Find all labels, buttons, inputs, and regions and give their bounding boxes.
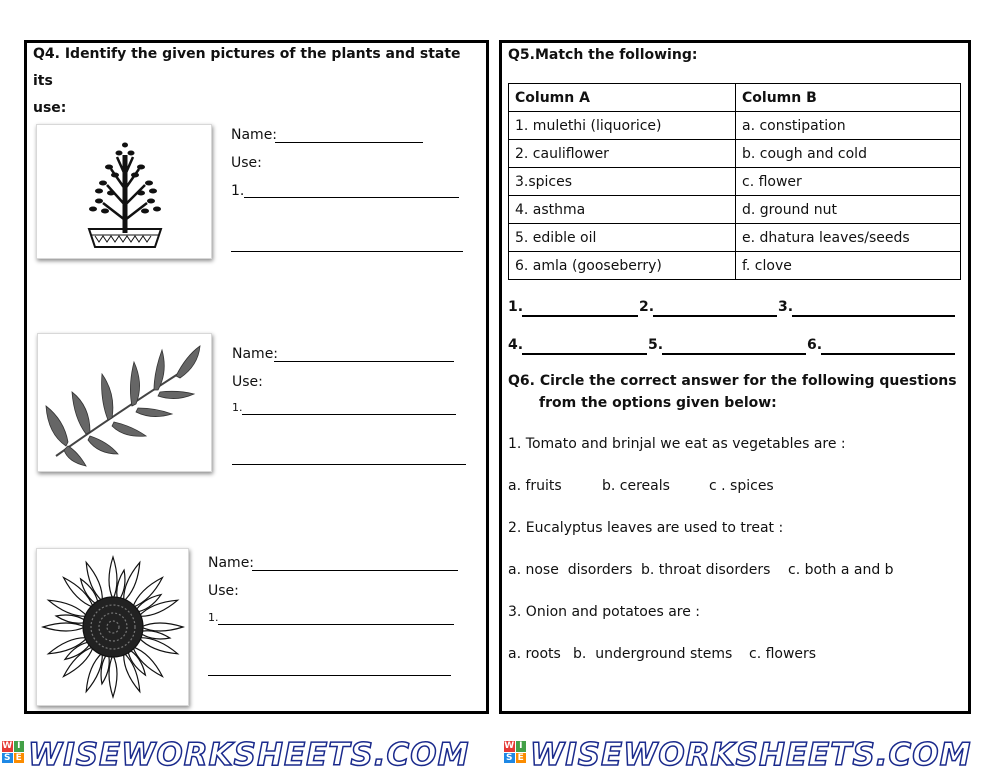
- answer-blank-3[interactable]: [792, 315, 955, 317]
- answer-label-4: 4.: [508, 337, 524, 353]
- question-2: 2. Eucalyptus leaves are used to treat :: [508, 520, 784, 536]
- wiseworksheets-logo-icon: W I S E: [2, 741, 24, 763]
- item2-name-blank[interactable]: [274, 361, 454, 362]
- q5-title: Q5.Match the following:: [508, 47, 698, 63]
- column-a-cell: 4. asthma: [509, 196, 736, 224]
- column-b-cell: b. cough and cold: [736, 140, 961, 168]
- column-b-cell: f. clove: [736, 252, 961, 280]
- item3-name-blank[interactable]: [252, 570, 458, 571]
- q4-title-line2: use:: [33, 100, 67, 116]
- item3-name-label: Name:: [208, 555, 255, 571]
- sunflower-icon: [37, 549, 188, 705]
- table-row: [509, 196, 961, 224]
- item3-use-blank-1[interactable]: [218, 624, 454, 625]
- answer-blank-2[interactable]: [653, 315, 777, 317]
- item3-num-label: 1.: [208, 611, 219, 624]
- answer-label-6: 6.: [807, 337, 823, 353]
- table-row: [509, 168, 961, 196]
- item1-use-blank-2[interactable]: [231, 251, 463, 252]
- table-row: [509, 140, 961, 168]
- item2-name-label: Name:: [232, 346, 279, 362]
- item1-use-blank-1[interactable]: [244, 197, 459, 198]
- question-3: 3. Onion and potatoes are :: [508, 604, 701, 620]
- option-2c[interactable]: c. both a and b: [788, 562, 894, 578]
- question-1: 1. Tomato and brinjal we eat as vegetables are :: [508, 436, 846, 452]
- column-b-cell: d. ground nut: [736, 196, 961, 224]
- answer-blank-1[interactable]: [522, 315, 638, 317]
- answer-label-3: 3.: [778, 299, 794, 315]
- wiseworksheets-logo-icon: W I S E: [504, 741, 526, 763]
- item1-num-label: 1.: [231, 183, 245, 199]
- table-row: [509, 112, 961, 140]
- column-a-cell: 2. cauliflower: [509, 140, 736, 168]
- column-b-cell: a. constipation: [736, 112, 961, 140]
- q6-title-line1: Q6. Circle the correct answer for the following questions: [508, 373, 957, 389]
- footer-watermark: [0, 733, 1000, 772]
- item3-use-label: Use:: [208, 583, 239, 599]
- table-row: [509, 224, 961, 252]
- option-3c[interactable]: c. flowers: [749, 646, 817, 662]
- item1-use-label: Use:: [231, 155, 262, 171]
- answer-label-2: 2.: [639, 299, 655, 315]
- match-table: [508, 83, 961, 280]
- column-a-cell: 5. edible oil: [509, 224, 736, 252]
- item3-use-blank-2[interactable]: [208, 675, 451, 676]
- neem-leaf-image: [37, 333, 212, 472]
- option-1c[interactable]: c . spices: [709, 478, 774, 494]
- answer-label-5: 5.: [648, 337, 664, 353]
- table-row: [509, 252, 961, 280]
- option-2a[interactable]: a. nose disorders: [508, 562, 633, 578]
- sunflower-image: [36, 548, 189, 706]
- item1-name-label: Name:: [231, 127, 278, 143]
- answer-blank-4[interactable]: [522, 353, 647, 355]
- q6-title: [508, 370, 957, 414]
- leaf-icon: [38, 334, 211, 471]
- column-a-cell: 3.spices: [509, 168, 736, 196]
- answer-blank-6[interactable]: [821, 353, 955, 355]
- item2-use-blank-1[interactable]: [242, 414, 456, 415]
- column-b-cell: c. flower: [736, 168, 961, 196]
- column-b-cell: e. dhatura leaves/seeds: [736, 224, 961, 252]
- answer-label-1: 1.: [508, 299, 524, 315]
- option-1b[interactable]: b. cereals: [602, 478, 670, 494]
- brand-text-1: WISEWORKSHEETS.COM: [28, 737, 470, 773]
- brand-text-2: WISEWORKSHEETS.COM: [530, 737, 972, 773]
- column-a-header: Column A: [509, 84, 736, 112]
- option-2b[interactable]: b. throat disorders: [641, 562, 771, 578]
- column-a-cell: 6. amla (gooseberry): [509, 252, 736, 280]
- q4-title: [33, 41, 483, 122]
- tree-in-pot-image: [36, 124, 212, 259]
- item1-name-blank[interactable]: [275, 142, 423, 143]
- item2-use-blank-2[interactable]: [232, 464, 466, 465]
- column-b-header: Column B: [736, 84, 961, 112]
- match-table-header: [509, 84, 961, 112]
- tree-in-pot-icon: [37, 125, 211, 258]
- answer-blank-5[interactable]: [662, 353, 806, 355]
- q4-title-line1: Q4. Identify the given pictures of the plants and state its: [33, 46, 461, 89]
- q6-title-line2: from the options given below:: [539, 395, 777, 411]
- option-3b[interactable]: b. underground stems: [573, 646, 733, 662]
- option-1a[interactable]: a. fruits: [508, 478, 562, 494]
- item2-use-label: Use:: [232, 374, 263, 390]
- option-3a[interactable]: a. roots: [508, 646, 561, 662]
- column-a-cell: 1. mulethi (liquorice): [509, 112, 736, 140]
- item2-num-label: 1.: [232, 401, 243, 414]
